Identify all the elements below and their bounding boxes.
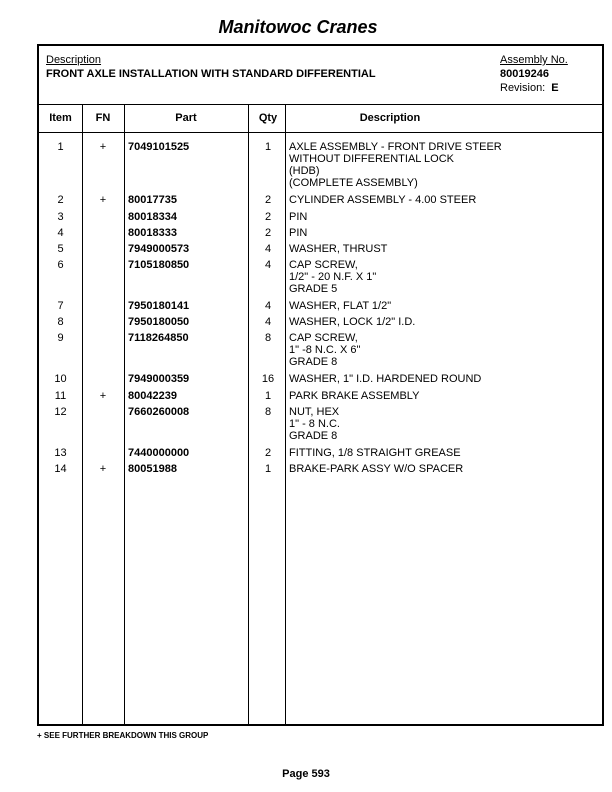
item-number: 10 [54,373,67,385]
part-description [289,141,599,189]
description-line: PIN [289,211,308,223]
page-number: Page 593 [282,768,330,780]
part-number: 7660260008 [128,406,190,418]
part-description [289,390,599,402]
part-description [289,316,599,328]
description-line: (COMPLETE ASSEMBLY) [289,177,418,189]
quantity: 8 [264,332,272,344]
part-number: 7118264850 [128,332,189,344]
quantity: 2 [264,194,272,206]
quantity: 1 [264,463,272,475]
quantity: 2 [264,227,272,239]
part-number: 80017735 [128,194,177,206]
part-description [289,300,599,312]
part-number: 7440000000 [128,447,190,459]
item-number: 12 [54,406,67,418]
part-description [289,332,599,368]
part-number: 80042239 [128,390,177,402]
item-number: 14 [54,463,67,475]
description-line: CAP SCREW, [289,332,358,344]
part-number: 80018334 [128,211,177,223]
item-number: 4 [57,227,64,239]
quantity: 4 [264,316,272,328]
description-line: 1" - 8 N.C. [289,418,340,430]
part-description [289,447,599,459]
item-number: 3 [57,211,64,223]
item-number: 5 [57,243,64,255]
fn-marker: + [99,194,107,206]
description-line: CYLINDER ASSEMBLY - 4.00 STEER [289,194,477,206]
description-line: NUT, HEX [289,406,340,418]
fn-marker: + [99,390,107,402]
brand-title: Manitowoc Cranes [218,17,378,37]
description-line: FITTING, 1/8 STRAIGHT GREASE [289,447,461,459]
part-description [289,211,599,223]
description-line: PIN [289,227,308,239]
column-description: Description [359,112,421,124]
description-line: 1" -8 N.C. X 6" [289,344,361,356]
part-number: 80018333 [128,227,177,239]
item-number: 7 [57,300,64,312]
part-number: 80051988 [128,463,177,475]
description-line: WITHOUT DIFFERENTIAL LOCK [289,153,455,165]
description-line: AXLE ASSEMBLY - FRONT DRIVE STEER [289,141,502,153]
item-number: 9 [57,332,64,344]
description-line: 1/2" - 20 N.F. X 1" [289,271,377,283]
quantity: 2 [264,211,272,223]
part-number: 7950180050 [128,316,190,328]
description-line: WASHER, THRUST [289,243,388,255]
assembly-label: Assembly No. [500,54,568,66]
revision-label: Revision: [500,82,546,94]
description-line: WASHER, 1" I.D. HARDENED ROUND [289,373,482,385]
column-item: Item [49,112,72,124]
description-line: (HDB) [289,165,320,177]
fn-marker: + [99,463,107,475]
part-number: 7950180141 [128,300,190,312]
description-line: GRADE 8 [289,430,338,442]
description-label: Description [46,54,102,66]
quantity: 1 [264,141,272,153]
quantity: 2 [264,447,272,459]
description-line: GRADE 5 [289,283,338,295]
column-part: Part [175,112,197,124]
item-number: 11 [54,390,67,402]
description-value: FRONT AXLE INSTALLATION WITH STANDARD DIFFERENTIAL [46,68,376,80]
part-description [289,227,599,239]
quantity: 4 [264,300,272,312]
item-number: 2 [57,194,64,206]
part-description [289,194,599,206]
part-number: 7949000573 [128,243,190,255]
description-line: WASHER, FLAT 1/2" [289,300,392,312]
part-number: 7949000359 [128,373,190,385]
fn-marker: + [99,141,107,153]
description-line: BRAKE-PARK ASSY W/O SPACER [289,463,464,475]
item-number: 6 [57,259,64,271]
quantity: 4 [264,243,272,255]
parts-list-frame [37,44,604,726]
quantity: 1 [264,390,272,402]
part-description [289,463,599,475]
column-qty: Qty [258,112,278,124]
description-line: PARK BRAKE ASSEMBLY [289,390,420,402]
column-fn: FN [95,112,111,124]
assembly-header [39,46,602,105]
quantity: 8 [264,406,272,418]
quantity: 4 [264,259,272,271]
footnote: + SEE FURTHER BREAKDOWN THIS GROUP [37,731,209,740]
revision [500,82,559,94]
item-number: 13 [54,447,67,459]
part-number: 7049101525 [128,141,190,153]
part-description [289,373,599,385]
revision-value: E [551,82,559,94]
description-line: GRADE 8 [289,356,338,368]
column-divider [124,104,125,724]
part-description [289,406,599,442]
description-line: WASHER, LOCK 1/2" I.D. [289,316,416,328]
item-number: 8 [57,316,64,328]
part-number: 7105180850 [128,259,190,271]
item-number: 1 [57,141,64,153]
description-line: CAP SCREW, [289,259,358,271]
assembly-number: 80019246 [500,68,549,80]
part-description [289,243,599,255]
part-description [289,259,599,295]
quantity: 16 [261,373,275,385]
